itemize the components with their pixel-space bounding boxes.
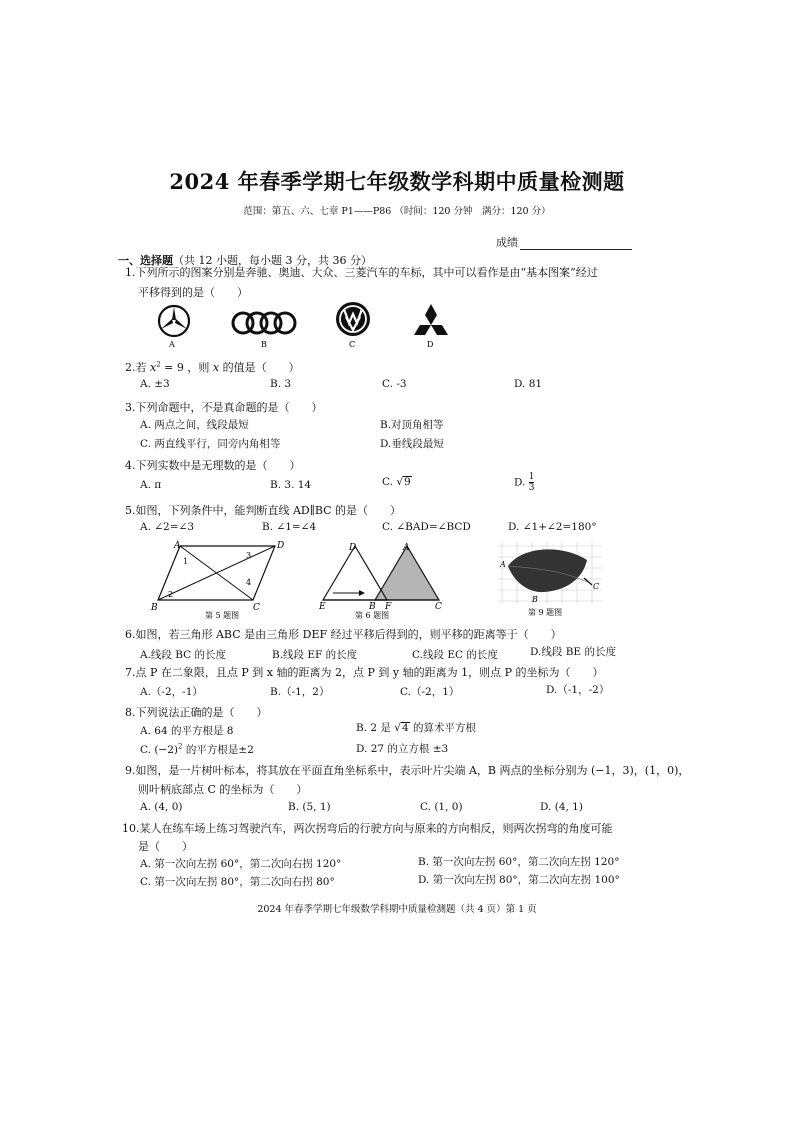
q8-option-d: D. 27 的立方根 ±3 bbox=[356, 743, 449, 755]
q6-option-c: C.线段 EC 的长度 bbox=[412, 649, 498, 661]
q6-option-a: A.线段 BC 的长度 bbox=[140, 649, 227, 661]
fig5-parallelogram bbox=[150, 538, 290, 622]
fig5-angle-4: 4 bbox=[246, 578, 252, 587]
q6-option-b: B.线段 EF 的长度 bbox=[272, 649, 358, 661]
fig5-label-d: D bbox=[277, 541, 285, 551]
score-label: 成绩 bbox=[496, 236, 518, 249]
q5-option-d: D. ∠1+∠2=180° bbox=[508, 521, 597, 533]
q3-option-b: B.对顶角相等 bbox=[380, 419, 444, 431]
q7-option-b: B.（-1，2） bbox=[270, 686, 330, 698]
fig6-label-d: D bbox=[349, 543, 357, 553]
q10-option-a: A. 第一次向左拐 60°，第二次向右拐 120° bbox=[140, 858, 342, 870]
q2-option-c: C. -3 bbox=[382, 378, 407, 390]
q4-option-c: C. √9 bbox=[382, 476, 411, 488]
fig6-label-e: E bbox=[319, 602, 326, 612]
sqrt-radicand: 9 bbox=[404, 476, 411, 488]
fraction: $\frac{1}{3}$ bbox=[528, 472, 535, 493]
q5-stem: 5.如图，下列条件中，能判断直线 AD∥BC 的是（ ） bbox=[125, 504, 402, 517]
q1-label-c: C bbox=[349, 340, 356, 349]
q7-option-d: D.（-1，-2） bbox=[546, 684, 610, 696]
page-title: 2024 年春季学期七年级数学科期中质量检测题 bbox=[169, 169, 625, 194]
q5-option-b: B. ∠1=∠4 bbox=[262, 521, 317, 533]
q10-option-b: B. 第一次向左拐 60°，第二次向左拐 120° bbox=[418, 856, 620, 868]
q8-stem: 8.下列说法正确的是（ ） bbox=[125, 706, 268, 719]
mitsubishi-logo-icon bbox=[414, 304, 448, 335]
q9-stem-line1: 9.如图，是一片树叶标本，将其放在平面直角坐标系中，表示叶片尖端 A，B 两点的坐标分别为 (−1，3)，(1，0)， bbox=[125, 764, 690, 777]
fig5-angle-2: 2 bbox=[168, 590, 174, 599]
q9-option-c: C. (1, 0) bbox=[420, 801, 463, 813]
fig6-caption: 第 6 题图 bbox=[355, 611, 390, 620]
q3-option-c: C. 两直线平行，同旁内角相等 bbox=[140, 438, 281, 450]
section-note: （共 12 小题，每小题 3 分，共 36 分） bbox=[173, 254, 372, 267]
q8-option-a: A. 64 的平方根是 8 bbox=[140, 725, 234, 737]
q1-label-b: B bbox=[261, 340, 267, 349]
q9-option-b: B. (5, 1) bbox=[288, 801, 331, 813]
volkswagen-logo-icon bbox=[336, 302, 370, 336]
fig9-label-b: B bbox=[532, 595, 538, 604]
q7-option-a: A.（-2，-1） bbox=[140, 686, 203, 698]
q8-option-c: C. $(-2)^2$ 的平方根是±2 bbox=[140, 742, 254, 756]
q4-option-d: D. $\frac{1}{3}$ bbox=[514, 472, 535, 493]
q1-stem-line1: 1.下列所示的图案分别是奔驰、奥迪、大众、三菱汽车的车标，其中可以看作是由“基本图案”经过 bbox=[125, 266, 598, 279]
fig5-label-a: A bbox=[174, 541, 181, 551]
q6-stem: 6.如图，若三角形 ABC 是由三角形 DEF 经过平移后得到的，则平移的距离等于（ ） bbox=[125, 628, 562, 641]
q2-option-d: D. 81 bbox=[514, 378, 543, 390]
q10-stem-line1: 10.某人在练车场上练习驾驶汽车，两次拐弯后的行驶方向与原来的方向相反，则两次拐弯的角度可能 bbox=[122, 822, 613, 835]
q1-label-a: A bbox=[169, 340, 175, 349]
q2-stem: 2.若 $x^2 = 9$ ，则 x 的值是（ ） bbox=[125, 360, 300, 374]
section-title: 一、选择题 bbox=[118, 254, 173, 267]
q4-option-b: B. 3. 14 bbox=[270, 479, 312, 491]
fig9-leaf bbox=[492, 538, 612, 622]
q1-logos bbox=[148, 302, 458, 350]
fig5-angle-3: 3 bbox=[246, 551, 252, 560]
q4-option-a: A. π bbox=[140, 479, 162, 491]
q10-option-c: C. 第一次向左拐 80°，第二次向右拐 80° bbox=[140, 876, 335, 888]
q8-option-b: B. 2 是 √4 的算术平方根 bbox=[356, 722, 476, 734]
score-blank bbox=[520, 238, 632, 250]
q5-option-c: C. ∠BAD=∠BCD bbox=[382, 521, 471, 533]
fig5-angle-1: 1 bbox=[183, 557, 189, 566]
q6-option-d: D.线段 BE 的长度 bbox=[530, 646, 616, 658]
q3-option-a: A. 两点之间，线段最短 bbox=[140, 419, 249, 431]
q4-stem: 4.下列实数中是无理数的是（ ） bbox=[125, 459, 301, 472]
q10-option-d: D. 第一次向左拐 80°，第二次向左拐 100° bbox=[418, 874, 620, 886]
sqrt-radicand: 4 bbox=[401, 722, 409, 734]
q9-option-a: A. (4, 0) bbox=[140, 801, 183, 813]
score-field bbox=[496, 234, 632, 250]
q7-option-c: C.（-2，1） bbox=[400, 686, 460, 698]
fig9-label-c: C bbox=[593, 582, 600, 591]
q2-option-a: A. ±3 bbox=[140, 378, 170, 390]
arrow-right-icon bbox=[359, 590, 365, 596]
q3-option-d: D.垂线段最短 bbox=[380, 438, 444, 450]
q3-stem: 3.下列命题中，不是真命题的是（ ） bbox=[125, 401, 323, 414]
exam-scope: 范围：第五、六、七章 P1——P86 （时间：120 分钟 满分：120 分） bbox=[243, 206, 551, 217]
audi-logo-icon bbox=[233, 313, 295, 333]
fig9-caption: 第 9 题图 bbox=[528, 608, 563, 617]
benz-logo-icon bbox=[159, 306, 189, 336]
q7-stem: 7.点 P 在二象限，且点 P 到 x 轴的距离为 2，点 P 到 y 轴的距离为 1，则点 P 的坐标为（ ） bbox=[125, 666, 604, 679]
fig5-label-c: C bbox=[253, 603, 260, 613]
q9-stem-line2: 则叶柄底部点 C 的坐标为（ ） bbox=[138, 783, 308, 796]
fig6-label-c: C bbox=[435, 602, 442, 612]
fig6-triangles bbox=[315, 538, 455, 622]
q2-option-b: B. 3 bbox=[270, 378, 292, 390]
page-footer: 2024 年春季学期七年级数学科期中质量检测题（共 4 页）第 1 页 bbox=[257, 904, 537, 915]
q9-option-d: D. (4, 1) bbox=[540, 801, 583, 813]
fig6-label-f: F bbox=[385, 602, 392, 612]
fig5-label-b: B bbox=[151, 603, 158, 613]
q5-option-a: A. ∠2=∠3 bbox=[140, 521, 195, 533]
fig6-label-a: A bbox=[403, 543, 410, 553]
fig5-caption: 第 5 题图 bbox=[205, 611, 240, 620]
q1-stem-line2: 平移得到的是（ ） bbox=[138, 286, 248, 299]
q1-label-d: D bbox=[427, 340, 434, 349]
fig6-label-b: B bbox=[369, 602, 376, 612]
leaf-shape bbox=[508, 549, 587, 592]
fig9-label-a: A bbox=[500, 560, 506, 569]
q10-stem-line2: 是（ ） bbox=[138, 840, 193, 853]
